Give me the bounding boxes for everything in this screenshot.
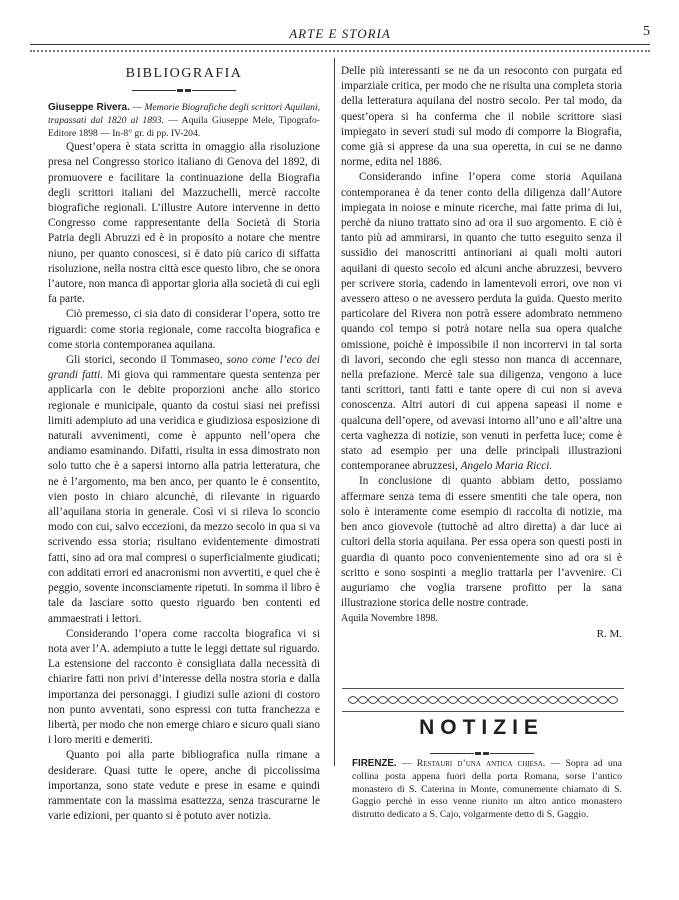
- paragraph: Quest’opera è stata scritta in omaggio alla risoluzione presa nel Congresso storico italiano di Genova del 1892, di promuovere e facilitare la continuazione della Biografia degli scrittori italiani del Mazzuchelli, mercè raccolte biografiche regionali. L’illustre Autore intervenne in detto Congresso come rappresentante della Società di Storia Patria degli Abruzzi ed è in proposito a notare che mentre niuno, per quanto conoscesi, si è dato più carico di siffatta risoluzione, nella nostra città esce questo libro, che se onora l’autore, non manca di apportar gloria alla società di cui egli fa parte.: [48, 141, 320, 306]
- text-run: Gli storici, secondo il Tommaseo,: [66, 354, 227, 367]
- paragraph: Ciò premesso, ci sia dato di considerar l’opera, sotto tre riguardi: come storia regionale, come raccolta biografica e come storia contemporanea aquilana.: [48, 308, 320, 351]
- paragraph: Quanto poi alla parte bibliografica nulla rimane a desiderare. Quasi tutte le opere, anche di piccolissima importanza, sono state vedute e prese in esame e quindi rammentate con la massima esattezza, senza trascurarne le varie edizioni, per quanto si è potuto aver notizia.: [48, 749, 320, 823]
- notizie-title: NOTIZIE: [419, 716, 544, 739]
- left-column: [48, 62, 320, 824]
- ornamental-band: [342, 688, 624, 712]
- bibliographic-entry: [48, 101, 320, 140]
- paragraph: In conclusione di quanto abbiam detto, possiamo affermare senza tema di essere smentiti che tale opera, non solo è interamente come esempio di raccolta di notizie, ma ben anco giovevole (tuttochè ad altro diretta) a dar luce ai cultori della storia aquilana. Per essa opera son questi posti in guardia di quanto poco convenientemente sino ad ora si è scritto e sono sospinti a meglio trattarla per l’avvenire. Ci auguriamo che voglia trarsene profitto per la sana illustrazione storica delle nostre contrade.: [341, 475, 622, 610]
- ornament-scroll-icon: [342, 689, 624, 711]
- notizie-ornament: [341, 744, 622, 756]
- bibliografia-title: BIBLIOGRAFIA: [125, 66, 243, 81]
- dotted-rule: [30, 50, 650, 52]
- paragraph: [48, 353, 320, 627]
- news-heading: Restauri d’una antica chiesa.: [416, 758, 546, 769]
- paragraph: Delle più interessanti se ne da un resoconto con purgata ed imparziale critica, per modo che ne risulta una completa storia della letteratura aquilana del nostro secolo. Per tal modo, da quest’opera si ha conferma che il nobile scrittore siasi impiegato in severi studi sul modo di comporre la Biografia, come già si apprese da una sua operetta, in cui se ne danno norme, edita nel 1886.: [341, 65, 622, 169]
- text-run: Mi giova qui rammentare questa sentenza per applicarla con le debite proporzioni anche allo storico regionale e municipale, quanto da costui siasi nei prefissi limiti adempiuto ad una veridica e giudiziosa esposizione di naturali avvenimenti, come è appunto nell’opera che andiamo esaminando. Difatti, risulta in essa dimostrato non solo tutto che è a sapersi intorno alla patria letteratura, che ne è l’argomento, ma ben anco, per quanto le è consentito, vien posto in chiaro alcunchè, di rilevante in riguardo all’aquilana storia in generale. Così vi si rileva lo sconcio modo con cui, salvo eccezioni, da mezzo secolo in qua si va scrivendo essa storia; risultano evidentemente dimostrati fatti, sino ad ora mal compresi o superficialmente giudicati; con additati errori ed anacronismi non avvertiti, e quel che è peggio, sovente inconsciamente ripetuti. In somma il libro è tale da lasciare sotto questo riguardo ben contenti ed ammaestrati i lettori.: [48, 369, 320, 625]
- entry-publisher: — Aquila Giuseppe Mele, Tipografo-Editore 1898 — In-8° gr. di pp. IV-204.: [48, 115, 320, 140]
- news-place: FIRENZE.: [352, 758, 397, 769]
- date-line: Aquila Novembre 1898.: [341, 613, 438, 625]
- page-number: 5: [643, 24, 650, 39]
- running-title: ARTE E STORIA: [289, 26, 391, 41]
- quote-italic: sono come l’eco dei grandi fatti.: [48, 354, 320, 382]
- paragraph: Considerando l’opera come raccolta biografica vi si nota aver l’A. adempiuto a tutte le leggi dettate sul riguardo. La estensione del racconto è consigliata dalla necessità di chiarire fatti non privi d’interesse della nostra storia e dalla importanza dei personaggi. I giudizi sulle azioni di costoro non punto avventati, sono espressi con tutta franchezza e libertà, per modo che non emerge chiaro e sicuro quali siano i loro meriti e demeriti.: [48, 627, 320, 747]
- entry-work: Memorie Biografiche degli scrittori Aquilani, trapassati dal 1820 al 1893.: [48, 102, 321, 127]
- news-item: [352, 758, 622, 822]
- signature: R. M.: [596, 627, 622, 640]
- news-dash: —: [396, 758, 417, 769]
- text-run: Considerando infine l’opera come storia Aquilana contemporanea è da tener conto della diligenza dall’Autore impiegata in noiose e minute ricerche, mai fatte prima di lui, perchè da niuno trattato sino ad ora il suo argomento. E ciò è tanto più ad ammirarsi, in quanto che tutto eseguito senza il sussidio dei manoscritti antinoriani ai quali molti autori aquilani di questo secolo ed alcuni anche abruzzesi, bevvero per scrivere storia, cadendo in lamentevoli errori, ove non vi avessero atteso o ne avessero perduta la guida. Questo merito particolare del Rivera non potrà essere adombrato nemmeno quando col tempo si potrà notare nella sua opera qualche omissione, poichè è impossibile il non incorrervi in tal sorta di lavori, secondo che egli stesso non manca di accennare, nella prefazione. Mercè tale sua diligenza, vengono a luce tanti scrittori, tanti fatti e tante opere di cui non si aveva conoscenza. Altri autori di cui appena sapeasi il nome e qualcuna dell’opere, od avevasi intorno all’uno e all’altre una certa vaghezza di notizie, son venuti in perfetta luce; come è stato ad esempio per una delle principali illustrazioni contemporanee abruzzesi,: [341, 171, 622, 473]
- entry-author: Giuseppe Rivera.: [48, 102, 130, 114]
- column-separator: [334, 58, 335, 766]
- news-text: — Sopra ad una collina posta appena fuori della porta Romana, sorse l’antico monastero di S. Caterina in Monte, comunemente chiamato di S. Gaggio perchè in esso venne riunito un altro antico monastero distrutto dedicato a S. Cajo, volgarmente detto di S. Gaggio.: [352, 758, 622, 821]
- right-column: [341, 64, 622, 642]
- running-header: [30, 24, 650, 45]
- title-ornament: [48, 83, 320, 95]
- paragraph: [341, 170, 622, 474]
- name-italic: Angelo Maria Ricci.: [460, 460, 553, 473]
- entry-dash: —: [129, 102, 145, 114]
